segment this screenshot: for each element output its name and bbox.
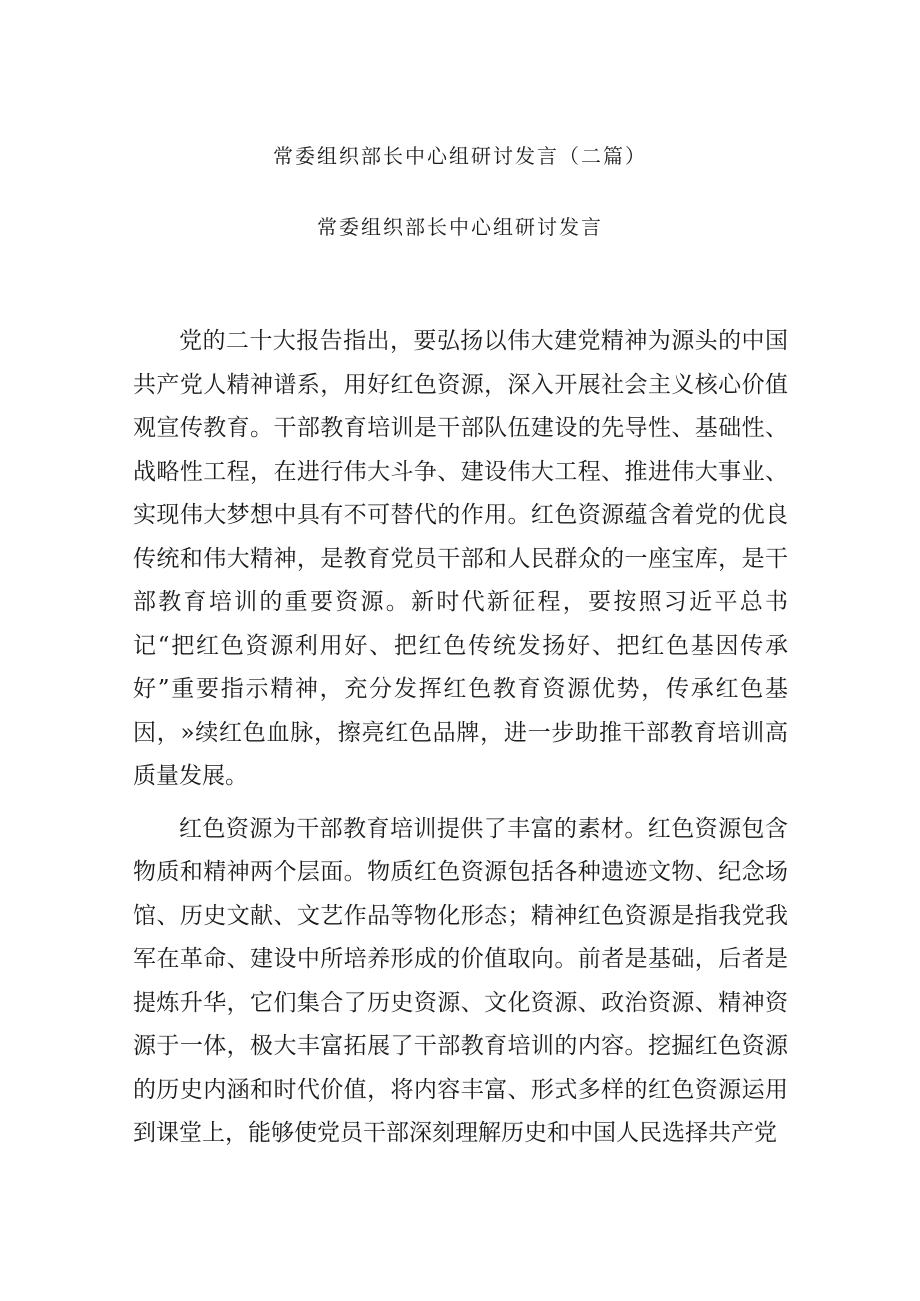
- document-subtitle: 常委组织部长中心组研讨发言: [317, 215, 603, 239]
- document-title: 常委组织部长中心组研讨发言（二篇）: [273, 144, 647, 168]
- paragraph-1: 党的二十大报告指出，要弘扬以伟大建党精神为源头的中国共产党人精神谱系，用好红色资源，深入开展社会主义核心价值观宣传教育。干部教育培训是干部队伍建设的先导性、基础性、战略性工程，在进行伟大斗争、建设伟大工程、推进伟大事业、实现伟大梦想中具有不可替代的作用。红色资源蕴含着党的优良传统和伟大精神，是教育党员干部和人民群众的一座宝库，是干部教育培训的重要资源。新时代新征程，要按照习近平总书记“把红色资源利用好、把红色传统发扬好、把红色基因传承好”重要指示精神，充分发挥红色教育资源优势，传承红色基因，»续红色血脉，擦亮红色品牌，进一步助推干部教育培训高质量发展。: [133, 328, 788, 789]
- document-body: [133, 320, 788, 1156]
- paragraph-2: 红色资源为干部教育培训提供了丰富的素材。红色资源包含物质和精神两个层面。物质红色资源包括各种遗迹文物、纪念场馆、历史文献、文艺作品等物化形态；精神红色资源是指我党我军在革命、建设中所培养形成的价值取向。前者是基础，后者是提炼升华，它们集合了历史资源、文化资源、政治资源、精神资源于一体，极大丰富拓展了干部教育培训的内容。挖掘红色资源的历史内涵和时代价值，将内容丰富、形式多样的红色资源运用到课堂上，能够使党员干部深刻理解历史和中国人民选择共产党: [133, 815, 788, 1146]
